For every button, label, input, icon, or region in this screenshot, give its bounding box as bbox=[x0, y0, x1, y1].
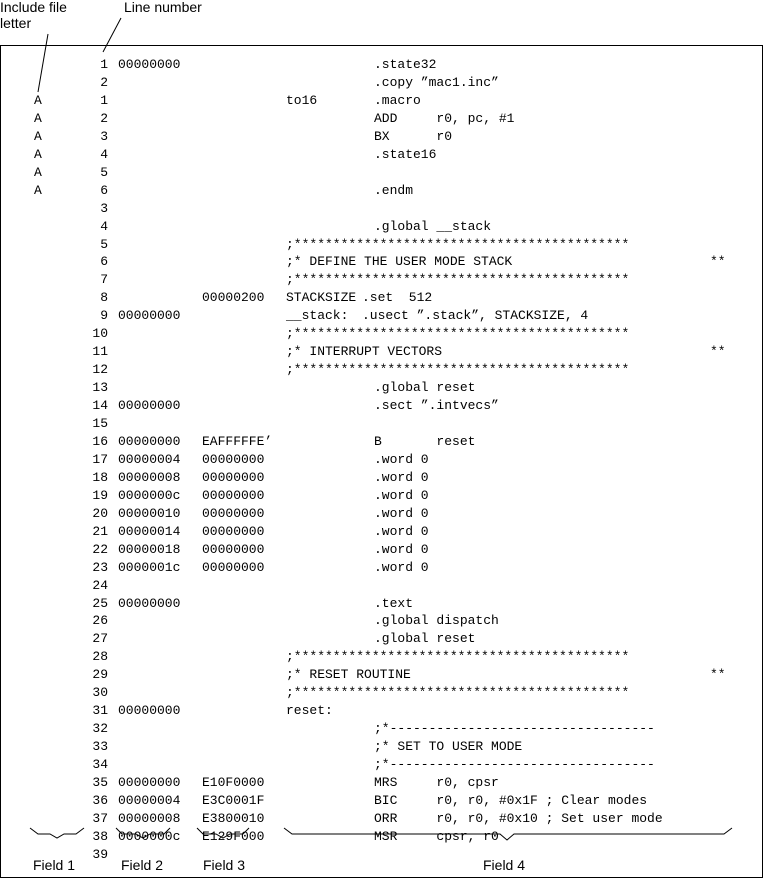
listing-row bbox=[0, 74, 765, 92]
line-number: 37 bbox=[92, 810, 108, 826]
section-address: 00000004 bbox=[118, 792, 181, 808]
line-number: 34 bbox=[92, 757, 108, 773]
listing-row bbox=[0, 253, 765, 271]
comment-line: ;******************************************* bbox=[286, 685, 630, 701]
line-number: 38 bbox=[92, 828, 108, 844]
line-number: 39 bbox=[92, 846, 108, 862]
object-code: 00000000 bbox=[202, 559, 265, 575]
object-code: 00000000 bbox=[202, 487, 265, 503]
line-number: 2 bbox=[100, 74, 108, 90]
section-address: 00000014 bbox=[118, 523, 181, 539]
line-number: 11 bbox=[92, 344, 108, 360]
listing-row bbox=[0, 200, 765, 218]
source-statement: .endm bbox=[374, 182, 414, 198]
label: __stack: bbox=[286, 308, 349, 324]
field-3-label: Field 3 bbox=[203, 857, 246, 873]
line-number: 27 bbox=[92, 631, 108, 647]
line-number: 20 bbox=[92, 505, 108, 521]
listing-row bbox=[0, 595, 765, 613]
comment-line: ;* RESET ROUTINE bbox=[286, 667, 411, 683]
source-statement: ;*---------------------------------- bbox=[374, 757, 655, 773]
listing-row bbox=[0, 684, 765, 702]
listing-row bbox=[0, 774, 765, 792]
source-statement: .global reset bbox=[374, 631, 476, 647]
object-code: 00000000 bbox=[202, 469, 265, 485]
line-number: 5 bbox=[100, 236, 108, 252]
line-number: 22 bbox=[92, 541, 108, 557]
label: reset: bbox=[286, 703, 333, 719]
listing-row bbox=[0, 792, 765, 810]
object-code: E10F0000 bbox=[202, 775, 265, 790]
section-address: 00000004 bbox=[118, 451, 181, 467]
object-code: 00000000 bbox=[202, 541, 265, 557]
listing-row bbox=[0, 271, 765, 289]
line-number-annotation: Line number bbox=[124, 0, 202, 15]
object-code: 00000000 bbox=[202, 505, 265, 521]
line-number: 15 bbox=[92, 416, 108, 431]
source-statement: .word 0 bbox=[374, 523, 429, 539]
line-number: 33 bbox=[92, 739, 108, 755]
source-statement: .word 0 bbox=[374, 487, 429, 503]
listing-row bbox=[0, 577, 765, 595]
section-address: 00000000 bbox=[118, 398, 181, 414]
object-code: 00000200 bbox=[202, 290, 265, 306]
listing-row bbox=[0, 307, 765, 325]
source-statement: BX r0 bbox=[374, 128, 453, 144]
line-number: 35 bbox=[92, 775, 108, 790]
source-statement: B reset bbox=[374, 433, 476, 449]
listing-row bbox=[0, 828, 765, 846]
line-number: 16 bbox=[92, 433, 108, 449]
source-statement: .word 0 bbox=[374, 469, 429, 485]
listing-row bbox=[0, 505, 765, 523]
section-address: 00000000 bbox=[118, 308, 181, 324]
comment-line: ;* DEFINE THE USER MODE STACK bbox=[286, 254, 513, 270]
line-number: 26 bbox=[92, 613, 108, 629]
section-address: 0000001c bbox=[118, 559, 181, 575]
listing-row bbox=[0, 523, 765, 541]
listing-row bbox=[0, 343, 765, 361]
line-number: 6 bbox=[100, 254, 108, 270]
line-number: 4 bbox=[100, 218, 108, 234]
line-number: 18 bbox=[92, 469, 108, 485]
section-address: 00000000 bbox=[118, 703, 181, 719]
source-statement: .word 0 bbox=[374, 451, 429, 467]
annotation-line-1: Include file bbox=[0, 0, 67, 15]
section-address: 0000000c bbox=[118, 487, 181, 503]
line-number: 28 bbox=[92, 649, 108, 665]
comment-line: ;******************************************* bbox=[286, 326, 630, 342]
source-statement: .word 0 bbox=[374, 559, 429, 575]
source-statement: .set 512 bbox=[362, 290, 433, 306]
listing-row bbox=[0, 559, 765, 577]
source-statement: .word 0 bbox=[374, 505, 429, 521]
field-1-label: Field 1 bbox=[33, 857, 76, 873]
section-address: 00000010 bbox=[118, 505, 181, 521]
object-code: E3800010 bbox=[202, 810, 265, 826]
comment-line: ;******************************************* bbox=[286, 362, 630, 378]
line-number: 3 bbox=[100, 128, 108, 144]
comment-tail: ** bbox=[710, 667, 726, 683]
listing-row bbox=[0, 379, 765, 397]
listing-row bbox=[0, 612, 765, 630]
source-statement: .global reset bbox=[374, 380, 476, 396]
section-address: 00000000 bbox=[118, 433, 181, 449]
line-number: 30 bbox=[92, 685, 108, 701]
listing-row bbox=[0, 648, 765, 666]
line-number: 32 bbox=[92, 721, 108, 737]
include-file-letter: A bbox=[34, 146, 42, 162]
source-statement: .global __stack bbox=[374, 218, 492, 234]
section-address: 0000000c bbox=[118, 828, 181, 844]
listing-row bbox=[0, 110, 765, 128]
listing-row bbox=[0, 702, 765, 720]
comment-line: ;******************************************* bbox=[286, 236, 630, 252]
source-statement: .state32 bbox=[374, 57, 437, 72]
listing-row bbox=[0, 92, 765, 110]
listing-row bbox=[0, 182, 765, 200]
listing-row bbox=[0, 487, 765, 505]
line-number: 7 bbox=[100, 272, 108, 288]
line-number: 5 bbox=[100, 164, 108, 180]
source-statement: .sect ”.intvecs” bbox=[374, 398, 499, 414]
source-statement: .usect ”.stack”, STACKSIZE, 4 bbox=[362, 308, 589, 324]
source-statement: .copy ”mac1.inc” bbox=[374, 74, 499, 90]
listing-row bbox=[0, 433, 765, 451]
label: to16 bbox=[286, 92, 318, 108]
listing-row bbox=[0, 289, 765, 307]
line-number: 17 bbox=[92, 451, 108, 467]
listing-row bbox=[0, 325, 765, 343]
line-number: 1 bbox=[100, 92, 108, 108]
source-statement: MRS r0, cpsr bbox=[374, 775, 499, 790]
line-number: 14 bbox=[92, 398, 108, 414]
line-number: 23 bbox=[92, 559, 108, 575]
include-file-letter: A bbox=[34, 92, 42, 108]
source-statement: MSR cpsr, r0 bbox=[374, 828, 499, 844]
listing-row bbox=[0, 146, 765, 164]
annotation-line-2: letter bbox=[0, 15, 32, 31]
listing-row bbox=[0, 469, 765, 487]
include-file-letter: A bbox=[34, 128, 42, 144]
listing-row bbox=[0, 630, 765, 648]
field-2-label: Field 2 bbox=[121, 857, 164, 873]
listing-row bbox=[0, 810, 765, 828]
listing-row bbox=[0, 451, 765, 469]
object-code: EAFFFFFE’ bbox=[202, 433, 273, 449]
listing-row bbox=[0, 720, 765, 738]
listing-row bbox=[0, 846, 765, 864]
listing-row bbox=[0, 666, 765, 684]
include-file-letter: A bbox=[34, 164, 42, 180]
source-statement: ;* SET TO USER MODE bbox=[374, 739, 523, 755]
line-number: 1 bbox=[100, 57, 108, 72]
source-statement: .global dispatch bbox=[374, 613, 499, 629]
line-number: 10 bbox=[92, 326, 108, 342]
field-4-label: Field 4 bbox=[483, 857, 526, 873]
include-file-letter: A bbox=[34, 182, 42, 198]
listing-row bbox=[0, 738, 765, 756]
line-number: 12 bbox=[92, 362, 108, 378]
listing-row bbox=[0, 128, 765, 146]
listing-row bbox=[0, 218, 765, 236]
line-number: 36 bbox=[92, 792, 108, 808]
comment-tail: ** bbox=[710, 254, 726, 270]
line-number: 24 bbox=[92, 577, 108, 593]
source-statement: ;*---------------------------------- bbox=[374, 721, 655, 737]
section-address: 00000018 bbox=[118, 541, 181, 557]
line-number: 2 bbox=[100, 110, 108, 126]
label: STACKSIZE bbox=[286, 290, 357, 306]
comment-line: ;******************************************* bbox=[286, 649, 630, 665]
source-statement: .word 0 bbox=[374, 541, 429, 557]
listing-row bbox=[0, 756, 765, 774]
section-address: 00000000 bbox=[118, 595, 181, 611]
line-number: 8 bbox=[100, 290, 108, 306]
source-statement: .state16 bbox=[374, 146, 437, 162]
listing-row bbox=[0, 361, 765, 379]
comment-tail: ** bbox=[710, 344, 726, 360]
source-statement: ADD r0, pc, #1 bbox=[374, 110, 515, 126]
object-code: E3C0001F bbox=[202, 792, 265, 808]
object-code: 00000000 bbox=[202, 451, 265, 467]
comment-line: ;******************************************* bbox=[286, 272, 630, 288]
line-number: 31 bbox=[92, 703, 108, 719]
listing-row bbox=[0, 397, 765, 415]
listing-row bbox=[0, 415, 765, 433]
section-address: 00000000 bbox=[118, 57, 181, 72]
line-number: 4 bbox=[100, 146, 108, 162]
line-number: 25 bbox=[92, 595, 108, 611]
section-address: 00000008 bbox=[118, 469, 181, 485]
source-statement: .text bbox=[374, 595, 414, 611]
line-number: 19 bbox=[92, 487, 108, 503]
line-number: 3 bbox=[100, 200, 108, 216]
include-file-letter: A bbox=[34, 110, 42, 126]
source-statement: .macro bbox=[374, 92, 421, 108]
listing-row bbox=[0, 236, 765, 254]
line-number: 9 bbox=[100, 308, 108, 324]
line-number: 21 bbox=[92, 523, 108, 539]
line-number: 29 bbox=[92, 667, 108, 683]
line-number: 6 bbox=[100, 182, 108, 198]
listing-row bbox=[0, 56, 765, 74]
include-file-letter-annotation bbox=[0, 0, 67, 31]
line-number: 13 bbox=[92, 380, 108, 396]
section-address: 00000008 bbox=[118, 810, 181, 826]
comment-line: ;* INTERRUPT VECTORS bbox=[286, 344, 443, 360]
listing-row bbox=[0, 164, 765, 182]
object-code: E129F000 bbox=[202, 828, 265, 844]
listing-row bbox=[0, 541, 765, 559]
source-statement: BIC r0, r0, #0x1F ; Clear modes bbox=[374, 792, 648, 808]
object-code: 00000000 bbox=[202, 523, 265, 539]
source-statement: ORR r0, r0, #0x10 ; Set user mode bbox=[374, 810, 663, 826]
section-address: 00000000 bbox=[118, 775, 181, 790]
